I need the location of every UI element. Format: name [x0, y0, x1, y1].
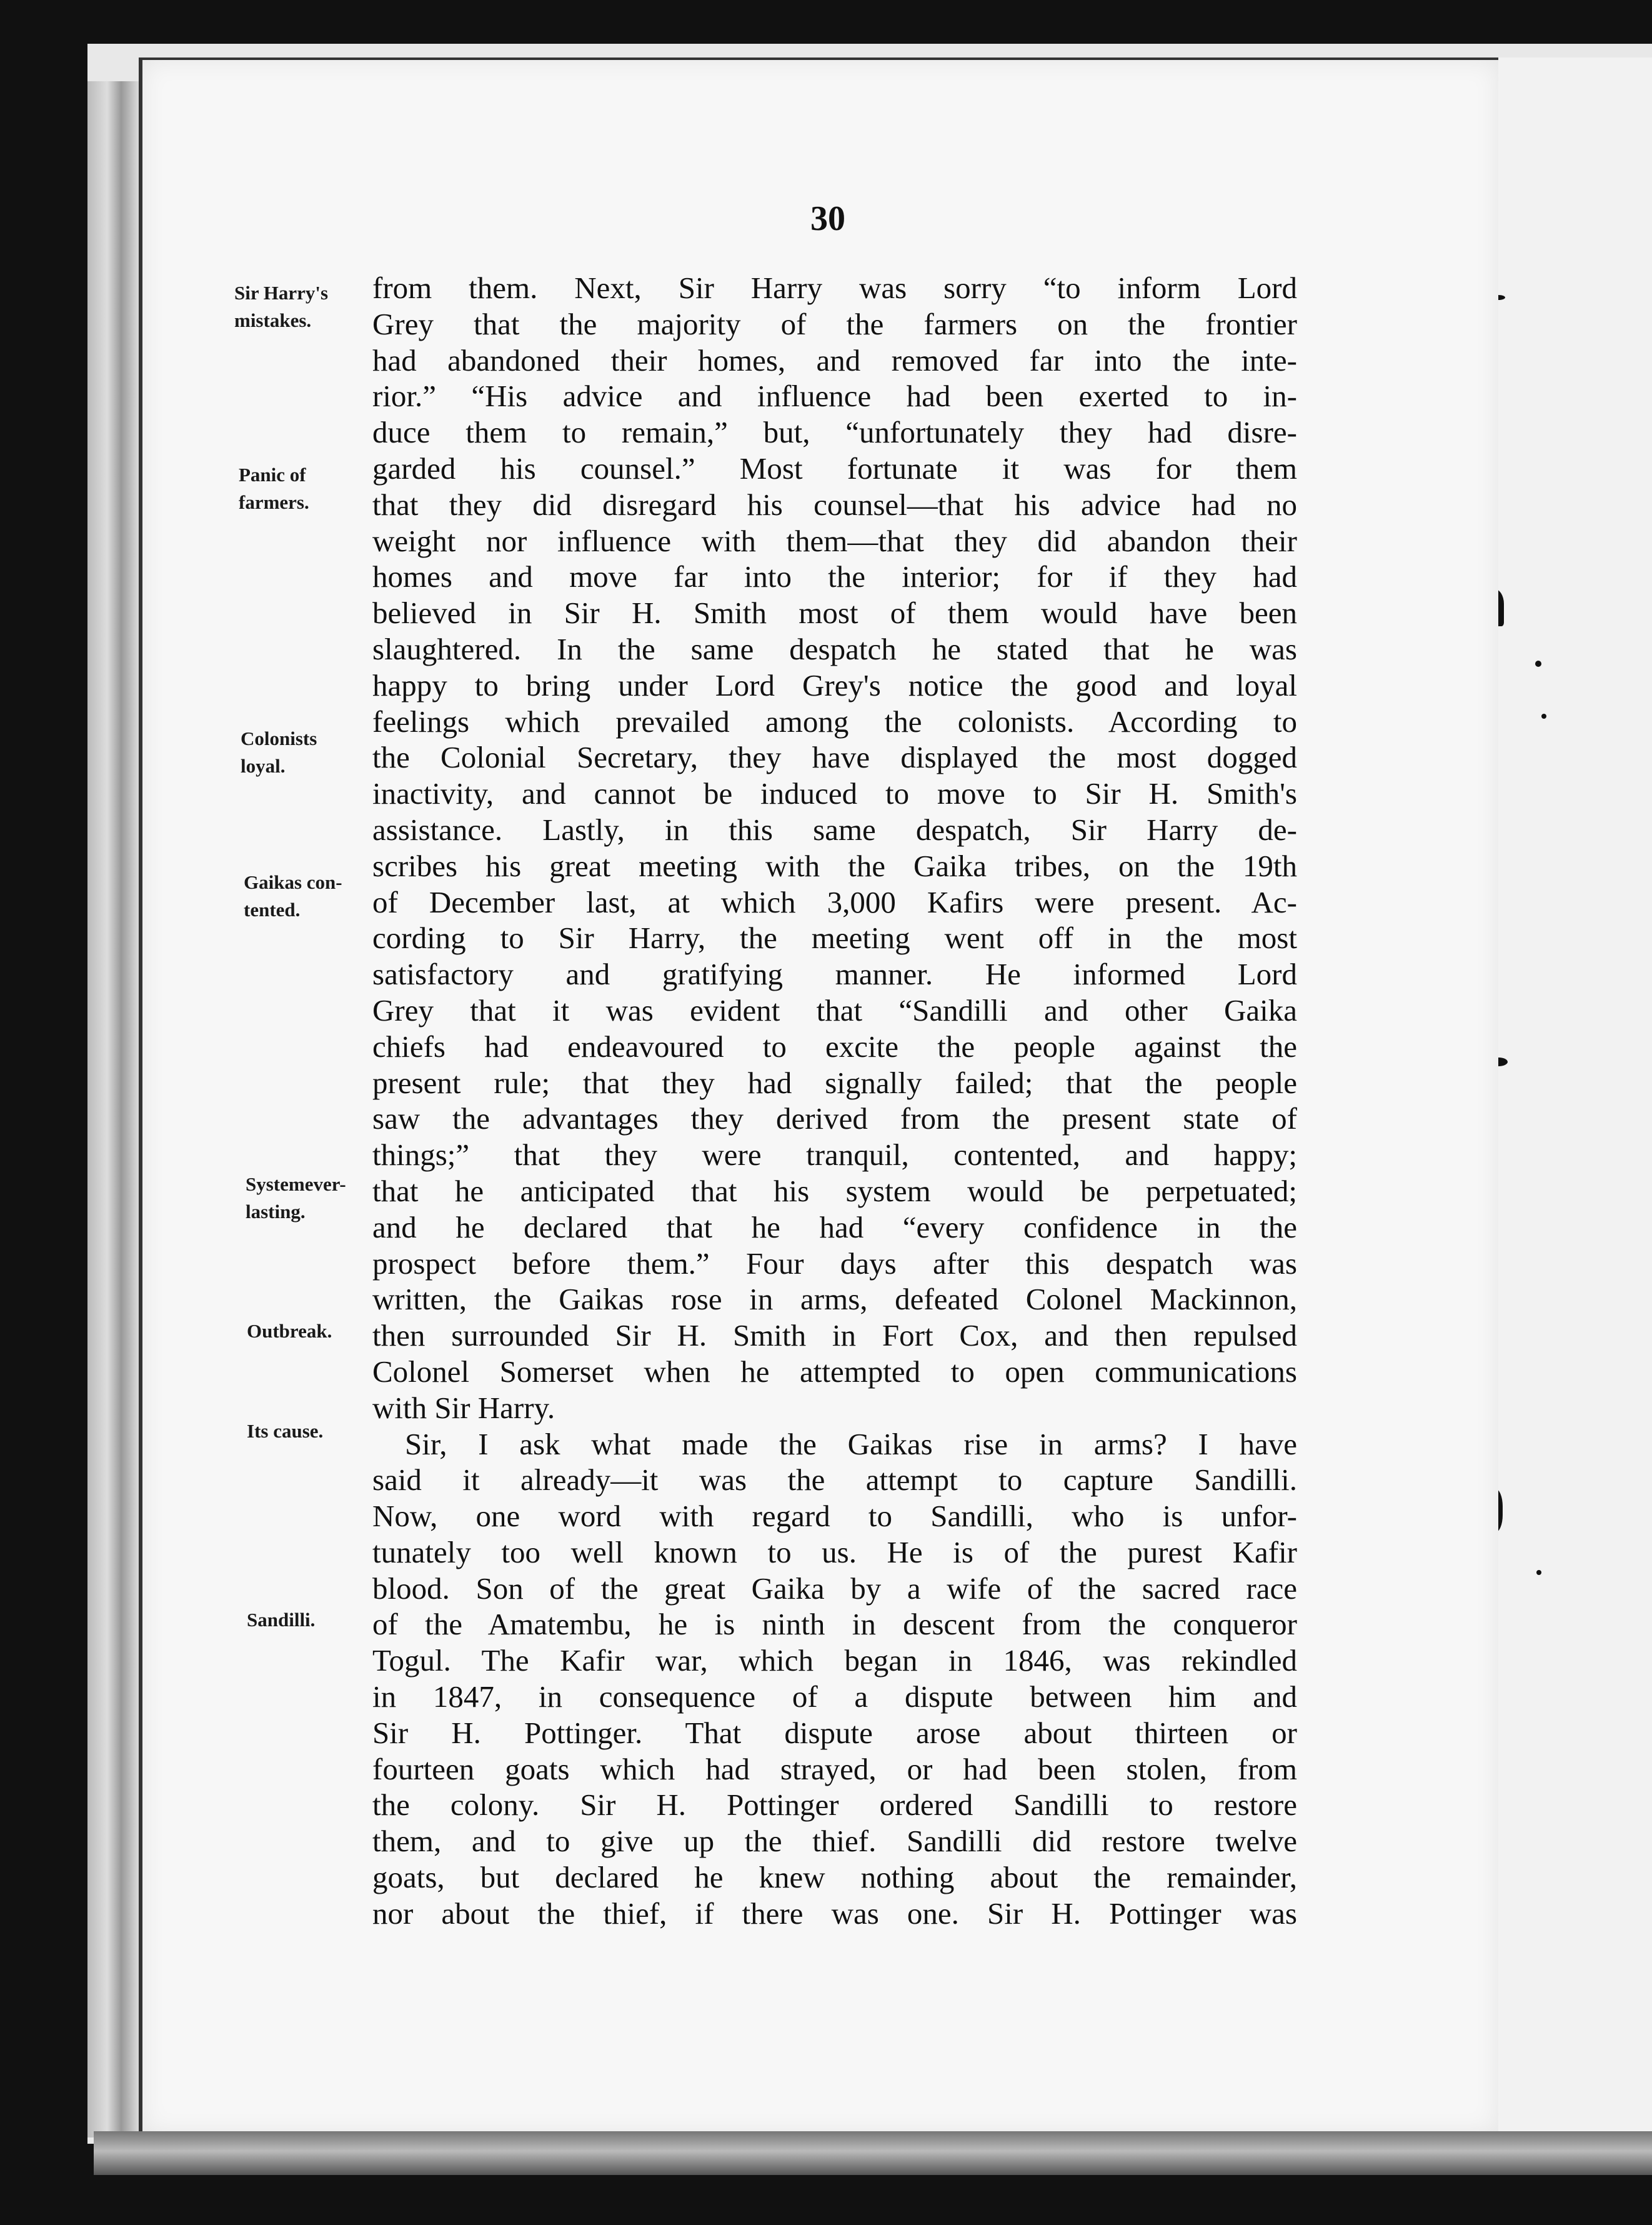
margin-note-line: Sir Harry's — [234, 282, 329, 304]
margin-note-line: Sandilli. — [247, 1609, 316, 1631]
text-line: the Colonial Secretary, they have displayed the most dogged — [372, 740, 1297, 775]
text-line: garded his counsel.” Most fortunate it was for them — [372, 451, 1297, 486]
text-line: chiefs had endeavoured to excite the people against the — [372, 1029, 1297, 1064]
margin-note-line: tented. — [244, 899, 301, 921]
text-line: had abandoned their homes, and removed far into the inte- — [372, 342, 1297, 378]
text-line: things;” that they were tranquil, contented, and happy; — [372, 1138, 1297, 1172]
margin-note-line: Colonists — [241, 728, 317, 749]
text-line: Now, one word with regard to Sandilli, who is unfor- — [372, 1499, 1297, 1534]
text-line: prospect before them.” Four days after this despatch was — [372, 1246, 1297, 1281]
text-line: and he declared that he had “every confidence in the — [372, 1209, 1297, 1244]
margin-note-line: mistakes. — [234, 309, 312, 331]
body-text — [372, 270, 1297, 1932]
margin-note-panic-of-farmers — [239, 461, 309, 516]
margin-note-colonists-loyal — [241, 725, 317, 780]
text-line: the colony. Sir H. Pottinger ordered Sandilli to restore — [372, 1788, 1297, 1822]
text-line: then surrounded Sir H. Smith in Fort Cox, and then repulsed — [372, 1318, 1297, 1353]
margin-note-sir-harrys-mistakes — [234, 279, 328, 334]
text-line: of the Amatembu, he is ninth in descent from the conqueror — [372, 1607, 1297, 1642]
margin-note-gaikas-contented — [244, 869, 342, 924]
text-line: homes and move far into the interior; for if they had — [372, 559, 1297, 594]
speck — [1535, 661, 1541, 667]
adjacent-page-edge — [1495, 58, 1652, 2131]
text-line: Grey that it was evident that “Sandilli and other Gaika — [372, 992, 1297, 1028]
text-line: in 1847, in consequence of a dispute between him and — [372, 1679, 1297, 1714]
margin-note-line: farmers. — [239, 491, 309, 513]
text-line: Colonel Somerset when he attempted to open communications — [372, 1354, 1297, 1389]
text-line: happy to bring under Lord Grey's notice the good and loyal — [372, 668, 1297, 702]
text-line: Sir H. Pottinger. That dispute arose about thirteen or — [372, 1715, 1297, 1750]
margin-note-outbreak — [247, 1318, 332, 1345]
text-line: feelings which prevailed among the colonists. According to — [372, 704, 1297, 739]
book-spine-edge — [87, 81, 144, 2138]
text-line: them, and to give up the thief. Sandilli did restore twelve — [372, 1824, 1297, 1859]
text-line: duce them to remain,” but, “unfortunately they had disre- — [372, 415, 1297, 450]
text-line: that they did disregard his counsel—that his advice had no — [372, 487, 1297, 522]
page-number: 30 — [810, 199, 845, 238]
speck — [1541, 714, 1546, 719]
margin-note-its-cause — [247, 1418, 323, 1445]
text-line: with Sir Harry. — [372, 1390, 555, 1425]
margin-note-line: Panic of — [239, 464, 306, 486]
text-line: said it already—it was the attempt to capture Sandilli. — [372, 1462, 1297, 1498]
text-line: weight nor influence with them—that they did abandon their — [372, 523, 1297, 558]
text-line: scribes his great meeting with the Gaika tribes, on the 19th — [372, 848, 1297, 883]
margin-note-line: Gaikas con- — [244, 871, 342, 893]
text-line: assistance. Lastly, in this same despatch, Sir Harry de- — [372, 812, 1297, 847]
text-line: saw the advantages they derived from the present state of — [372, 1101, 1297, 1136]
margin-note-line: Its cause. — [247, 1420, 324, 1442]
margin-note-system-everlasting — [246, 1171, 346, 1226]
text-line: cording to Sir Harry, the meeting went off in the most — [372, 921, 1297, 956]
text-line: nor about the thief, if there was one. Sir H. Pottinger was — [372, 1896, 1297, 1931]
text-line: Sir, I ask what made the Gaikas rise in arms? I have — [405, 1426, 1297, 1461]
text-line: rior.” “His advice and influence had been exerted to in- — [372, 379, 1297, 414]
text-line: Grey that the majority of the farmers on the frontier — [372, 306, 1297, 341]
book-bottom-edge — [94, 2131, 1652, 2175]
margin-note-line: lasting. — [246, 1201, 306, 1222]
text-line: from them. Next, Sir Harry was sorry “to inform Lord — [372, 271, 1297, 305]
speck — [1536, 1570, 1541, 1575]
text-line: that he anticipated that his system would be perpetuated; — [372, 1173, 1297, 1208]
text-line: of December last, at which 3,000 Kafirs were present. Ac- — [372, 884, 1297, 919]
margin-note-line: loyal. — [241, 755, 286, 777]
text-line: goats, but declared he knew nothing about the remainder, — [372, 1860, 1297, 1895]
text-line: tunately too well known to us. He is of the purest Kafir — [372, 1534, 1297, 1569]
text-line: fourteen goats which had strayed, or had been stolen, from — [372, 1751, 1297, 1786]
text-line: blood. Son of the great Gaika by a wife of the sacred race — [372, 1571, 1297, 1606]
margin-note-line: Systemever- — [246, 1173, 346, 1195]
margin-note-line: Outbreak. — [247, 1320, 332, 1342]
margin-note-sandilli — [247, 1606, 315, 1634]
text-line: slaughtered. In the same despatch he stated that he was — [372, 631, 1297, 666]
text-line: believed in Sir H. Smith most of them would have been — [372, 596, 1297, 631]
text-line: satisfactory and gratifying manner. He informed Lord — [372, 957, 1297, 992]
text-line: written, the Gaikas rose in arms, defeated Colonel Mackinnon, — [372, 1282, 1297, 1317]
text-line: present rule; that they had signally failed; that the people — [372, 1065, 1297, 1100]
text-line: inactivity, and cannot be induced to move to Sir H. Smith's — [372, 776, 1297, 811]
text-line: Togul. The Kafir war, which began in 1846, was rekindled — [372, 1643, 1297, 1678]
